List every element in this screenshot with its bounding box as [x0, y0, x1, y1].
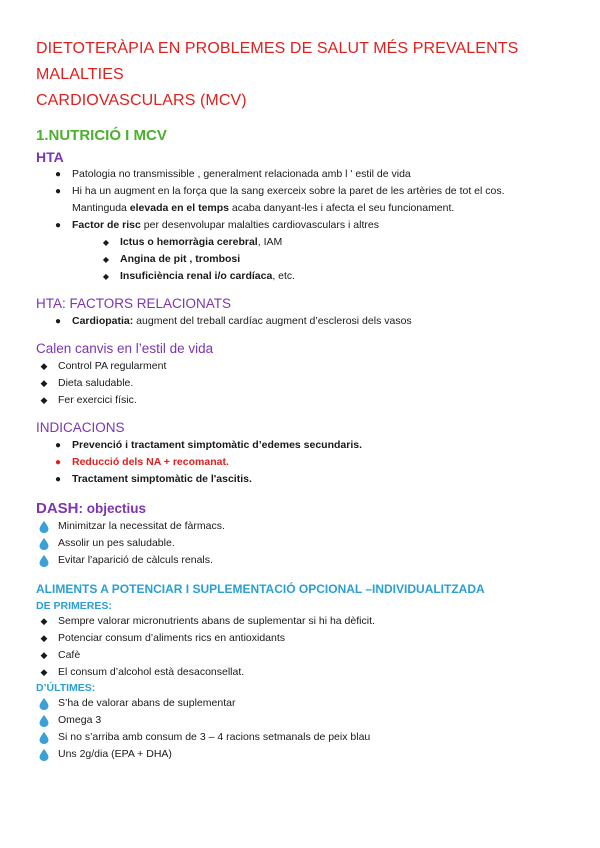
- list-item: ● Hi ha un augment en la força que la sang exerceix sobre la paret de les artèries de tot el cos. Mantinguda elevada en el temps acaba danyant-les i afecta el seu funcionament.: [36, 183, 576, 217]
- bullet-dot-icon: ●: [54, 316, 62, 327]
- first-list: [36, 613, 576, 681]
- bullet-diamond-icon: ◆: [40, 395, 48, 405]
- indications-list: [36, 437, 576, 488]
- bullet-dot-icon: ●: [54, 474, 62, 485]
- list-item: ◆ Ictus o hemorràgia cerebral, IAM: [36, 234, 576, 251]
- water-drop-icon: [36, 552, 52, 573]
- bullet-diamond-icon: ◆: [102, 238, 110, 247]
- hta-list: [36, 166, 576, 234]
- list-item: Assolir un pes saludable.: [36, 535, 576, 552]
- bullet-dot-icon: ●: [54, 457, 62, 468]
- list-item: Evitar l'aparició de càlculs renals.: [36, 552, 576, 569]
- factors-list: [36, 313, 576, 330]
- list-item: ◆ Fer exercici físic.: [36, 392, 576, 409]
- list-item: ◆ El consum d’alcohol està desaconsellat.: [36, 664, 576, 681]
- list-item: Minimitzar la necessitat de fàrmacs.: [36, 518, 576, 535]
- document-page: [36, 36, 576, 763]
- lifestyle-list: [36, 358, 576, 409]
- list-item: ◆ Angina de pit , trombosi: [36, 251, 576, 268]
- factors-heading: HTA: FACTORS RELACIONATS: [36, 296, 232, 311]
- list-item: ● Factor de risc per desenvolupar malalties cardiovasculars i altres: [36, 217, 576, 234]
- title-line-2: CARDIOVASCULARS (MCV): [36, 92, 247, 109]
- section-heading-nutricio: 1.NUTRICIÓ I MCV: [36, 127, 167, 144]
- list-item: ● Tractament simptomàtic de l'ascitis.: [36, 471, 576, 488]
- document-title: [36, 36, 576, 114]
- bullet-diamond-icon: ◆: [40, 667, 48, 677]
- foods-heading: ALIMENTS A POTENCIAR I SUPLEMENTACIÓ OPCIONAL –INDIVIDUALITZADA: [36, 582, 485, 596]
- bullet-dot-icon: ●: [54, 169, 62, 180]
- dash-list: [36, 518, 576, 569]
- bullet-diamond-icon: ◆: [40, 616, 48, 626]
- hta-heading: HTA: [36, 149, 64, 165]
- list-item: ◆ Control PA regularment: [36, 358, 576, 375]
- bullet-dot-icon: ●: [54, 220, 62, 231]
- list-item: ● Reducció dels NA + recomanat.: [36, 454, 576, 471]
- list-item: ● Cardiopatia: augment del treball cardíac augment d’esclerosi dels vasos: [36, 313, 576, 330]
- bullet-dot-icon: ●: [54, 186, 62, 197]
- bullet-diamond-icon: ◆: [102, 272, 110, 281]
- list-item: ● Prevenció i tractament simptomàtic d’edemes secundaris.: [36, 437, 576, 454]
- title-line-1: DIETOTERÀPIA EN PROBLEMES DE SALUT MÉS PREVALENTS MALALTIES: [36, 40, 519, 83]
- bullet-diamond-icon: ◆: [40, 633, 48, 643]
- indications-heading: INDICACIONS: [36, 420, 125, 435]
- first-heading: DE PRIMERES:: [36, 600, 112, 612]
- bullet-dot-icon: ●: [54, 440, 62, 451]
- list-item: ◆ Insuficiència renal i/o cardíaca, etc.: [36, 268, 576, 285]
- bullet-diamond-icon: ◆: [40, 650, 48, 660]
- list-item: Si no s’arriba amb consum de 3 – 4 racions setmanals de peix blau: [36, 729, 576, 746]
- list-item: ◆ Sempre valorar micronutrients abans de suplementar si hi ha dèficit.: [36, 613, 576, 630]
- list-item: Omega 3: [36, 712, 576, 729]
- list-item: ◆ Potenciar consum d’aliments rics en antioxidants: [36, 630, 576, 647]
- dash-heading: DASH: objectius: [36, 500, 147, 517]
- bullet-diamond-icon: ◆: [102, 255, 110, 264]
- water-drop-icon: [36, 746, 52, 767]
- list-item: Uns 2g/dia (EPA + DHA): [36, 746, 576, 763]
- list-item: S’ha de valorar abans de suplementar: [36, 695, 576, 712]
- bullet-diamond-icon: ◆: [40, 361, 48, 371]
- list-item: ◆ Dieta saludable.: [36, 375, 576, 392]
- lifestyle-heading: Calen canvis en l’estil de vida: [36, 341, 214, 356]
- last-list: [36, 695, 576, 763]
- list-item: ● Patologia no transmissible , generalment relacionada amb l ' estil de vida: [36, 166, 576, 183]
- last-heading: D’ÚLTIMES:: [36, 682, 96, 694]
- bullet-diamond-icon: ◆: [40, 378, 48, 388]
- list-item: ◆ Cafè: [36, 647, 576, 664]
- risk-sublist: [36, 234, 576, 285]
